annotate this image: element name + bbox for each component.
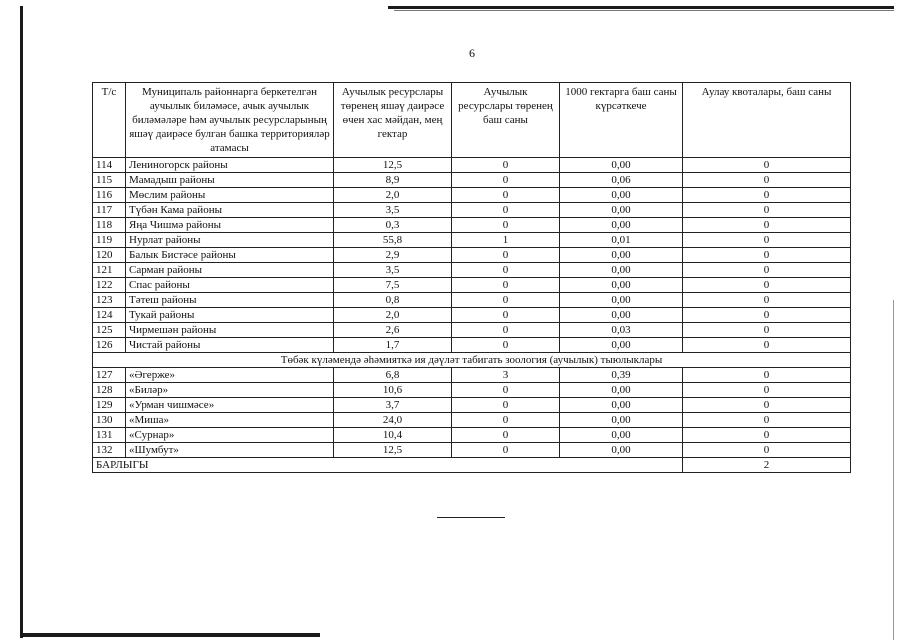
hunting-quota: 0 [683, 398, 851, 413]
hunting-quota: 0 [683, 428, 851, 443]
hunting-quota: 0 [683, 173, 851, 188]
section-row [93, 353, 851, 368]
habitat-area: 3,5 [334, 263, 452, 278]
population-count: 0 [452, 338, 560, 353]
population-count: 0 [452, 188, 560, 203]
end-divider [437, 517, 505, 518]
population-count: 0 [452, 398, 560, 413]
habitat-area: 8,9 [334, 173, 452, 188]
row-index: 126 [93, 338, 126, 353]
density-per-1000ha: 0,00 [560, 413, 683, 428]
population-count: 0 [452, 263, 560, 278]
density-per-1000ha: 0,01 [560, 233, 683, 248]
header-population: Аучылык ресурслары төренең баш саны [452, 83, 560, 158]
row-index: 116 [93, 188, 126, 203]
header-area: Аучылык ресурслары төренең яшәү даирәсе өчен хас мәйдан, мең гектар [334, 83, 452, 158]
row-index: 119 [93, 233, 126, 248]
hunting-quota: 0 [683, 308, 851, 323]
header-density: 1000 гектарга баш саны күрсәткече [560, 83, 683, 158]
total-group [93, 458, 851, 473]
hunting-quota: 0 [683, 368, 851, 383]
table-row [93, 173, 851, 188]
header-index: Т/с [93, 83, 126, 158]
table-row [93, 218, 851, 233]
reserve-rows [93, 368, 851, 458]
density-per-1000ha: 0,00 [560, 308, 683, 323]
row-index: 117 [93, 203, 126, 218]
district-rows [93, 158, 851, 353]
table-row [93, 248, 851, 263]
habitat-area: 7,5 [334, 278, 452, 293]
population-count: 0 [452, 293, 560, 308]
table-row [93, 203, 851, 218]
row-index: 121 [93, 263, 126, 278]
page-number: 6 [469, 46, 475, 60]
territory-name: «Биләр» [126, 383, 334, 398]
total-value: 2 [683, 458, 851, 473]
section-title: Төбәк күләмендә әһәмияткә ия дәүләт табигать зоология (аучылык) тыюлыклары [93, 353, 851, 368]
table-row [93, 233, 851, 248]
habitat-area: 3,7 [334, 398, 452, 413]
hunting-quota: 0 [683, 263, 851, 278]
density-per-1000ha: 0,00 [560, 248, 683, 263]
density-per-1000ha: 0,00 [560, 278, 683, 293]
table-row [93, 308, 851, 323]
territory-name: Спас районы [126, 278, 334, 293]
table-row [93, 188, 851, 203]
density-per-1000ha: 0,00 [560, 218, 683, 233]
hunting-quota: 0 [683, 248, 851, 263]
territory-name: Тукай районы [126, 308, 334, 323]
hunting-quota: 0 [683, 188, 851, 203]
row-index: 130 [93, 413, 126, 428]
density-per-1000ha: 0,00 [560, 383, 683, 398]
row-index: 125 [93, 323, 126, 338]
hunting-quota: 0 [683, 323, 851, 338]
population-count: 3 [452, 368, 560, 383]
territory-name: «Сурнар» [126, 428, 334, 443]
territory-name: Нурлат районы [126, 233, 334, 248]
population-count: 0 [452, 218, 560, 233]
hunting-quota: 0 [683, 293, 851, 308]
population-count: 0 [452, 308, 560, 323]
territory-name: Чистай районы [126, 338, 334, 353]
habitat-area: 10,6 [334, 383, 452, 398]
hunting-quota: 0 [683, 278, 851, 293]
density-per-1000ha: 0,00 [560, 158, 683, 173]
density-per-1000ha: 0,06 [560, 173, 683, 188]
territory-name: Яңа Чишмә районы [126, 218, 334, 233]
table-row [93, 413, 851, 428]
table-row [93, 443, 851, 458]
population-count: 0 [452, 158, 560, 173]
row-index: 118 [93, 218, 126, 233]
habitat-area: 2,6 [334, 323, 452, 338]
territory-name: Лениногорск районы [126, 158, 334, 173]
density-per-1000ha: 0,00 [560, 263, 683, 278]
table-row [93, 278, 851, 293]
header-territory: Муниципаль районнарга беркетелгән аучылык биләмәсе, ачык аучылык биләмәләре һәм аучылык ресурсларының яшәү даирәсе булган башка территорияләр атамасы [126, 83, 334, 158]
habitat-area: 1,7 [334, 338, 452, 353]
hunting-quota: 0 [683, 383, 851, 398]
density-per-1000ha: 0,00 [560, 293, 683, 308]
habitat-area: 6,8 [334, 368, 452, 383]
hunting-quota: 0 [683, 443, 851, 458]
habitat-area: 0,3 [334, 218, 452, 233]
table-row [93, 383, 851, 398]
density-per-1000ha: 0,00 [560, 398, 683, 413]
population-count: 0 [452, 323, 560, 338]
density-per-1000ha: 0,00 [560, 188, 683, 203]
territory-name: «Урман чишмәсе» [126, 398, 334, 413]
row-index: 114 [93, 158, 126, 173]
row-index: 115 [93, 173, 126, 188]
row-index: 127 [93, 368, 126, 383]
table-row [93, 398, 851, 413]
row-index: 132 [93, 443, 126, 458]
density-per-1000ha: 0,00 [560, 338, 683, 353]
habitat-area: 10,4 [334, 428, 452, 443]
territory-name: Түбән Кама районы [126, 203, 334, 218]
scan-edge-right [893, 300, 894, 640]
density-per-1000ha: 0,00 [560, 428, 683, 443]
scan-edge-top-thin [394, 10, 894, 11]
row-index: 128 [93, 383, 126, 398]
scan-edge-bottom [20, 633, 320, 637]
population-count: 0 [452, 443, 560, 458]
table-row [93, 293, 851, 308]
habitat-area: 2,0 [334, 308, 452, 323]
density-per-1000ha: 0,00 [560, 443, 683, 458]
row-index: 122 [93, 278, 126, 293]
total-row [93, 458, 851, 473]
table-row [93, 428, 851, 443]
hunting-quota: 0 [683, 218, 851, 233]
population-count: 0 [452, 278, 560, 293]
population-count: 0 [452, 383, 560, 398]
table-header [93, 83, 851, 158]
header-quota: Аулау квоталары, баш саны [683, 83, 851, 158]
total-label: БАРЛЫГЫ [93, 458, 683, 473]
population-count: 0 [452, 428, 560, 443]
density-per-1000ha: 0,39 [560, 368, 683, 383]
territory-name: «Шумбут» [126, 443, 334, 458]
habitat-area: 3,5 [334, 203, 452, 218]
density-per-1000ha: 0,00 [560, 203, 683, 218]
territory-name: Мөслим районы [126, 188, 334, 203]
population-count: 0 [452, 413, 560, 428]
population-count: 0 [452, 203, 560, 218]
territory-name: Тәтеш районы [126, 293, 334, 308]
hunting-quota: 0 [683, 158, 851, 173]
hunting-quota: 0 [683, 203, 851, 218]
hunting-quota-table [92, 82, 851, 473]
territory-name: Балык Бистәсе районы [126, 248, 334, 263]
population-count: 1 [452, 233, 560, 248]
row-index: 129 [93, 398, 126, 413]
population-count: 0 [452, 248, 560, 263]
habitat-area: 12,5 [334, 158, 452, 173]
territory-name: «Миша» [126, 413, 334, 428]
habitat-area: 24,0 [334, 413, 452, 428]
habitat-area: 55,8 [334, 233, 452, 248]
row-index: 131 [93, 428, 126, 443]
row-index: 120 [93, 248, 126, 263]
population-count: 0 [452, 173, 560, 188]
table-row [93, 263, 851, 278]
density-per-1000ha: 0,03 [560, 323, 683, 338]
table-row [93, 158, 851, 173]
habitat-area: 0,8 [334, 293, 452, 308]
table-row [93, 368, 851, 383]
territory-name: Мамадыш районы [126, 173, 334, 188]
section-group [93, 353, 851, 368]
table-row [93, 338, 851, 353]
territory-name: Сарман районы [126, 263, 334, 278]
habitat-area: 12,5 [334, 443, 452, 458]
habitat-area: 2,9 [334, 248, 452, 263]
hunting-quota: 0 [683, 413, 851, 428]
habitat-area: 2,0 [334, 188, 452, 203]
row-index: 124 [93, 308, 126, 323]
territory-name: Чирмешән районы [126, 323, 334, 338]
hunting-quota: 0 [683, 233, 851, 248]
row-index: 123 [93, 293, 126, 308]
header-row [93, 83, 851, 158]
table-row [93, 323, 851, 338]
territory-name: «Әгерже» [126, 368, 334, 383]
hunting-quota: 0 [683, 338, 851, 353]
scan-edge-left [20, 6, 23, 638]
scan-edge-top [388, 6, 894, 9]
